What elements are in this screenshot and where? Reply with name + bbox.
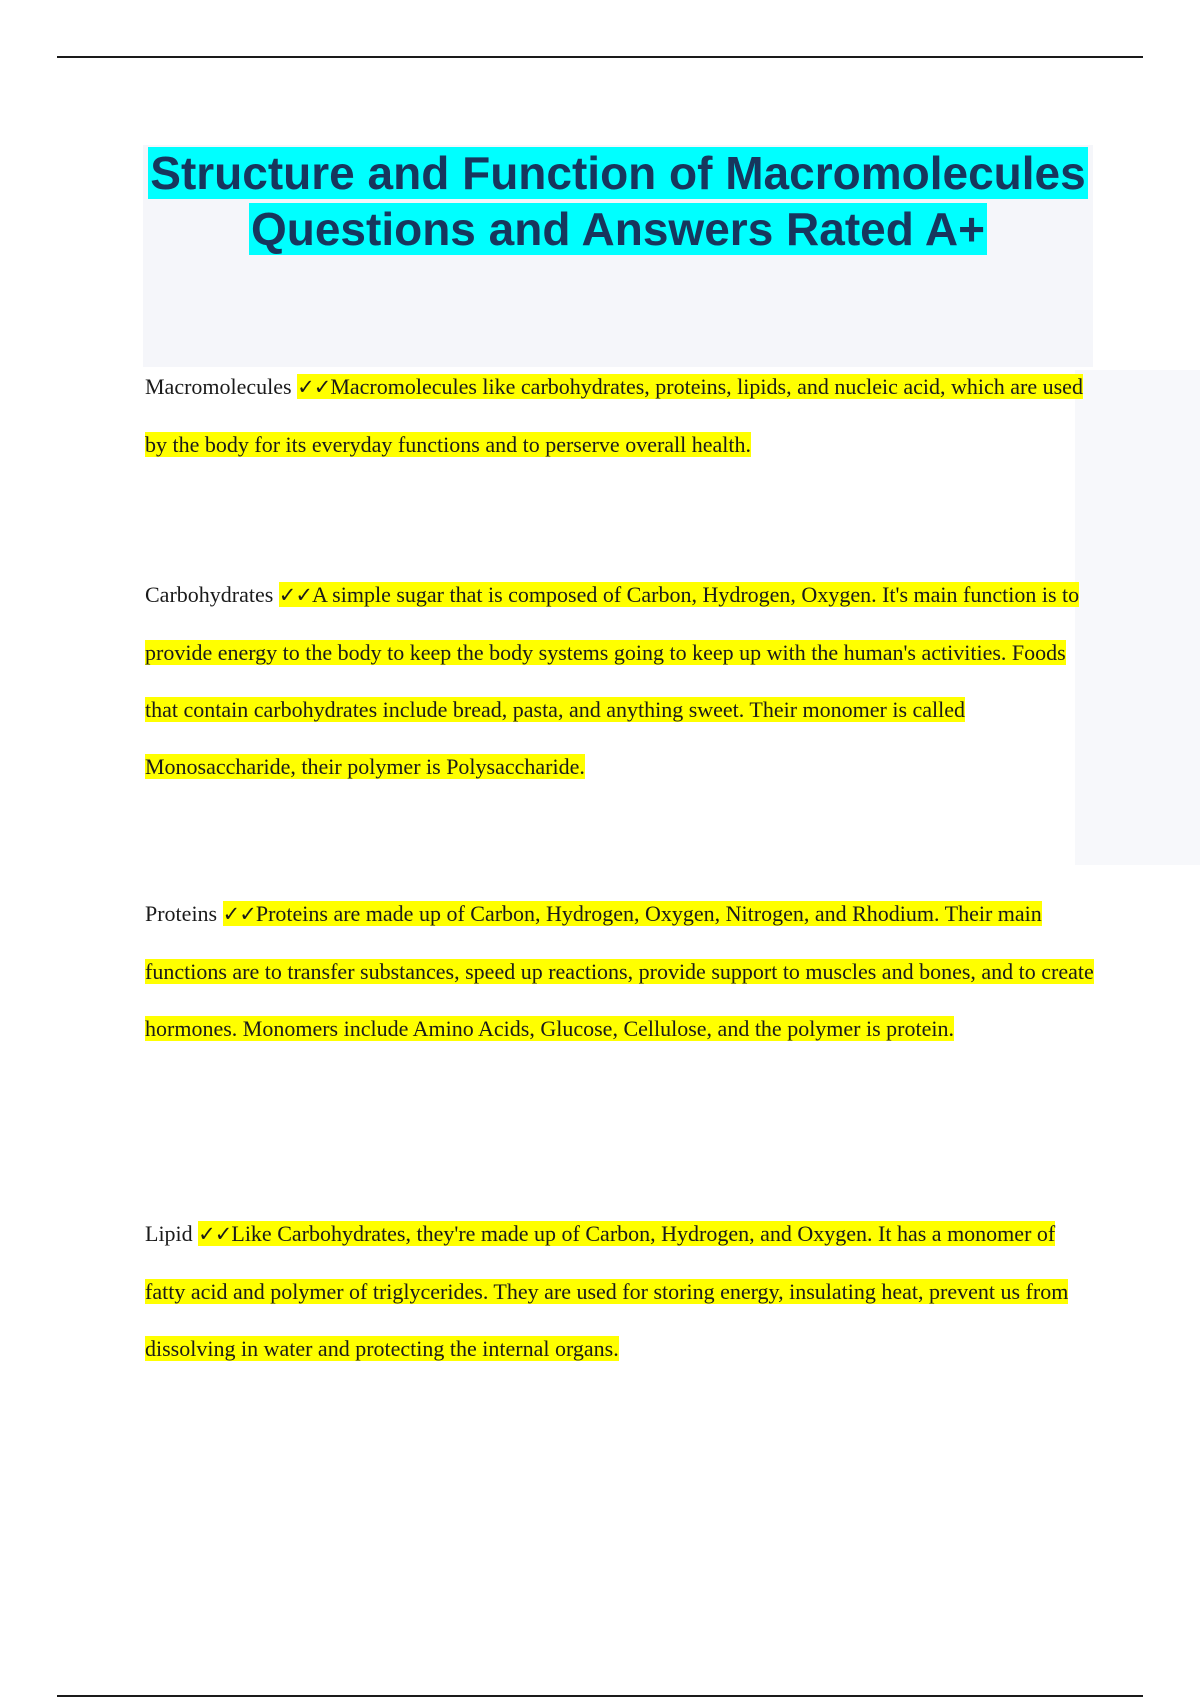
double-check-icon: ✓✓ <box>222 902 256 926</box>
qa-answer-highlight <box>145 582 1079 779</box>
qa-term: Macromolecules <box>145 374 292 399</box>
double-check-icon: ✓✓ <box>278 583 312 607</box>
double-check-icon: ✓✓ <box>297 375 331 399</box>
qa-entry-proteins <box>145 885 1095 1057</box>
document-title <box>143 145 1093 257</box>
qa-answer-highlight <box>145 901 1094 1041</box>
qa-answer-highlight <box>145 1221 1068 1361</box>
qa-entry-carbohydrates <box>145 566 1095 795</box>
document-title-text: Structure and Function of Macromolecules Questions and Answers Rated A+ <box>150 147 1086 255</box>
double-check-icon: ✓✓ <box>198 1222 232 1246</box>
qa-entry-macromolecules <box>145 358 1095 473</box>
top-rule <box>57 56 1143 58</box>
qa-term: Lipid <box>145 1221 193 1246</box>
qa-answer: Macromolecules like carbohydrates, proteins, lipids, and nucleic acid, which are used by the body for its everyday functions and to perserve overall health. <box>145 374 1083 457</box>
qa-answer: Like Carbohydrates, they're made up of Carbon, Hydrogen, and Oxygen. It has a monomer of fatty acid and polymer of triglycerides. They are used for storing energy, insulating heat, prevent us from dissolving in water and protecting the internal organs. <box>145 1221 1069 1361</box>
bottom-rule <box>57 1695 1143 1697</box>
qa-answer: A simple sugar that is composed of Carbon, Hydrogen, Oxygen. It's main function is to provide energy to the body to keep the body systems going to keep up with the human's activities. Foods that contain carbohydrates include bread, pasta, and anything sweet. Their monomer is called Monosaccharide, their polymer is Polysaccharide. <box>145 582 1080 779</box>
qa-entry-lipid <box>145 1205 1095 1377</box>
qa-term: Proteins <box>145 901 218 926</box>
qa-answer: Proteins are made up of Carbon, Hydrogen, Oxygen, Nitrogen, and Rhodium. Their main functions are to transfer substances, speed up reactions, provide support to muscles and bones, and to create hormones. Monomers include Amino Acids, Glucose, Cellulose, and the polymer is protein. <box>145 901 1094 1041</box>
qa-term: Carbohydrates <box>145 582 274 607</box>
